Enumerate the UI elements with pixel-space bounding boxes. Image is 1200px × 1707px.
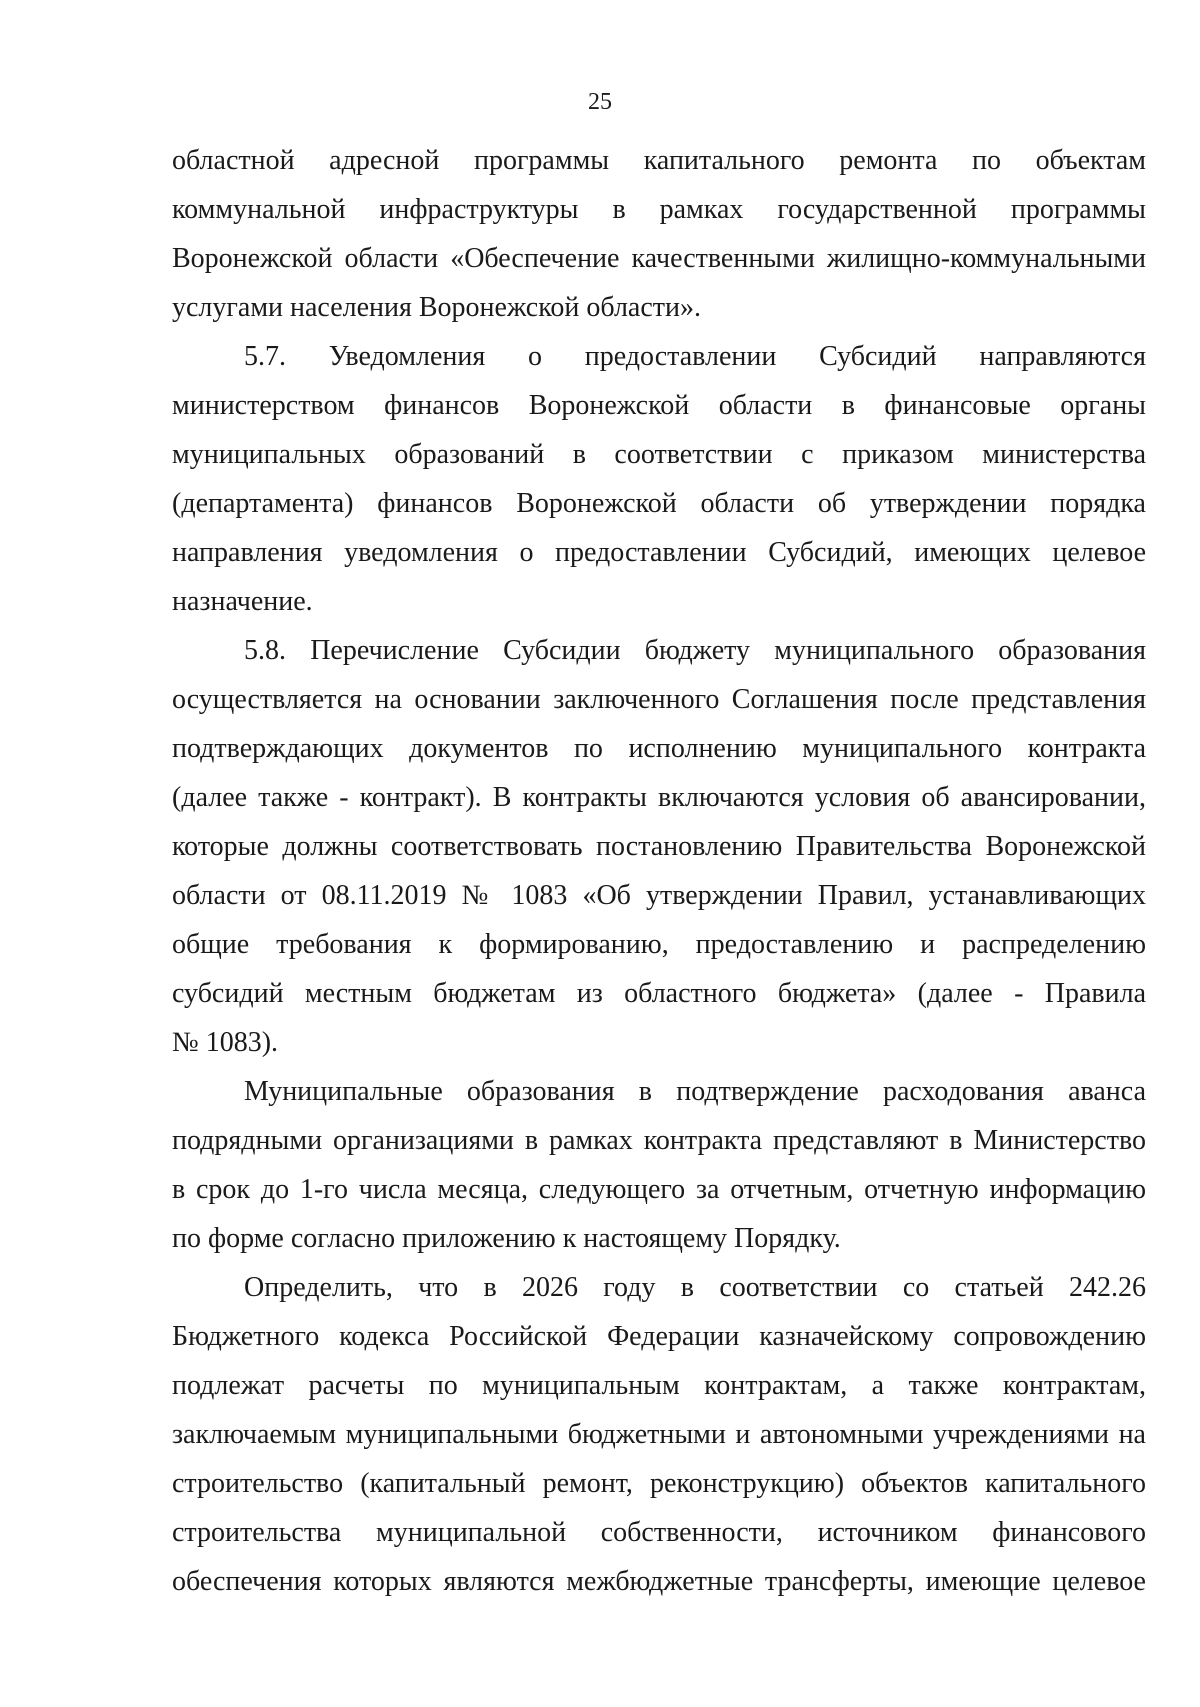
text-line: областной адресной программы капитального ремонта по объектам <box>172 145 1146 176</box>
text-line: строительство (капитальный ремонт, реконструкцию) объектов капитального <box>172 1468 1146 1499</box>
text-line: по форме согласно приложению к настоящему Порядку. <box>172 1223 841 1254</box>
paragraph <box>172 1270 1146 1613</box>
text-line: обеспечения которых являются межбюджетные трансферты, имеющие целевое <box>172 1566 1146 1597</box>
text-line: 5.7. Уведомления о предоставлении Субсидий направляются <box>244 341 1146 372</box>
page-number: 25 <box>588 89 612 115</box>
text-line: осуществляется на основании заключенного Соглашения после представления <box>172 684 1146 715</box>
text-line: муниципальных образований в соответствии с приказом министерства <box>172 439 1146 470</box>
text-line: Воронежской области «Обеспечение качественными жилищно-коммунальными <box>172 243 1146 274</box>
text-line: направления уведомления о предоставлении Субсидий, имеющих целевое <box>172 537 1146 568</box>
text-line: Бюджетного кодекса Российской Федерации казначейскому сопровождению <box>172 1321 1146 1352</box>
text-line: коммунальной инфраструктуры в рамках государственной программы <box>172 194 1146 225</box>
text-line: подлежат расчеты по муниципальным контрактам, а также контрактам, <box>172 1370 1146 1401</box>
text-line: заключаемым муниципальными бюджетными и автономными учреждениями на <box>172 1419 1146 1450</box>
paragraph <box>172 633 1146 1074</box>
paragraph <box>172 339 1146 633</box>
document-body <box>172 143 1146 1613</box>
paragraph <box>172 143 1146 339</box>
text-line: Определить, что в 2026 году в соответствии со статьей 242.26 <box>244 1272 1146 1303</box>
text-line: назначение. <box>172 586 313 617</box>
text-line: министерством финансов Воронежской области в финансовые органы <box>172 390 1146 421</box>
text-line: Муниципальные образования в подтверждение расходования аванса <box>244 1076 1146 1107</box>
text-line: 5.8. Перечисление Субсидии бюджету муниципального образования <box>244 635 1146 666</box>
text-line: общие требования к формированию, предоставлению и распределению <box>172 929 1146 960</box>
text-line: области от 08.11.2019 № 1083 «Об утверждении Правил, устанавливающих <box>172 880 1146 911</box>
text-line: подтверждающих документов по исполнению муниципального контракта <box>172 733 1146 764</box>
text-line: субсидий местным бюджетам из областного бюджета» (далее - Правила <box>172 978 1146 1009</box>
paragraph <box>172 1074 1146 1270</box>
text-line: подрядными организациями в рамках контракта представляют в Министерство <box>172 1125 1146 1156</box>
text-line: которые должны соответствовать постановлению Правительства Воронежской <box>172 831 1146 862</box>
text-line: строительства муниципальной собственности, источником финансового <box>172 1517 1146 1548</box>
text-line: № 1083). <box>172 1027 279 1058</box>
text-line: в срок до 1-го числа месяца, следующего за отчетным, отчетную информацию <box>172 1174 1146 1205</box>
text-line: услугами населения Воронежской области». <box>172 292 701 323</box>
text-line: (далее также - контракт). В контракты включаются условия об авансировании, <box>172 782 1146 813</box>
text-line: (департамента) финансов Воронежской области об утверждении порядка <box>172 488 1146 519</box>
